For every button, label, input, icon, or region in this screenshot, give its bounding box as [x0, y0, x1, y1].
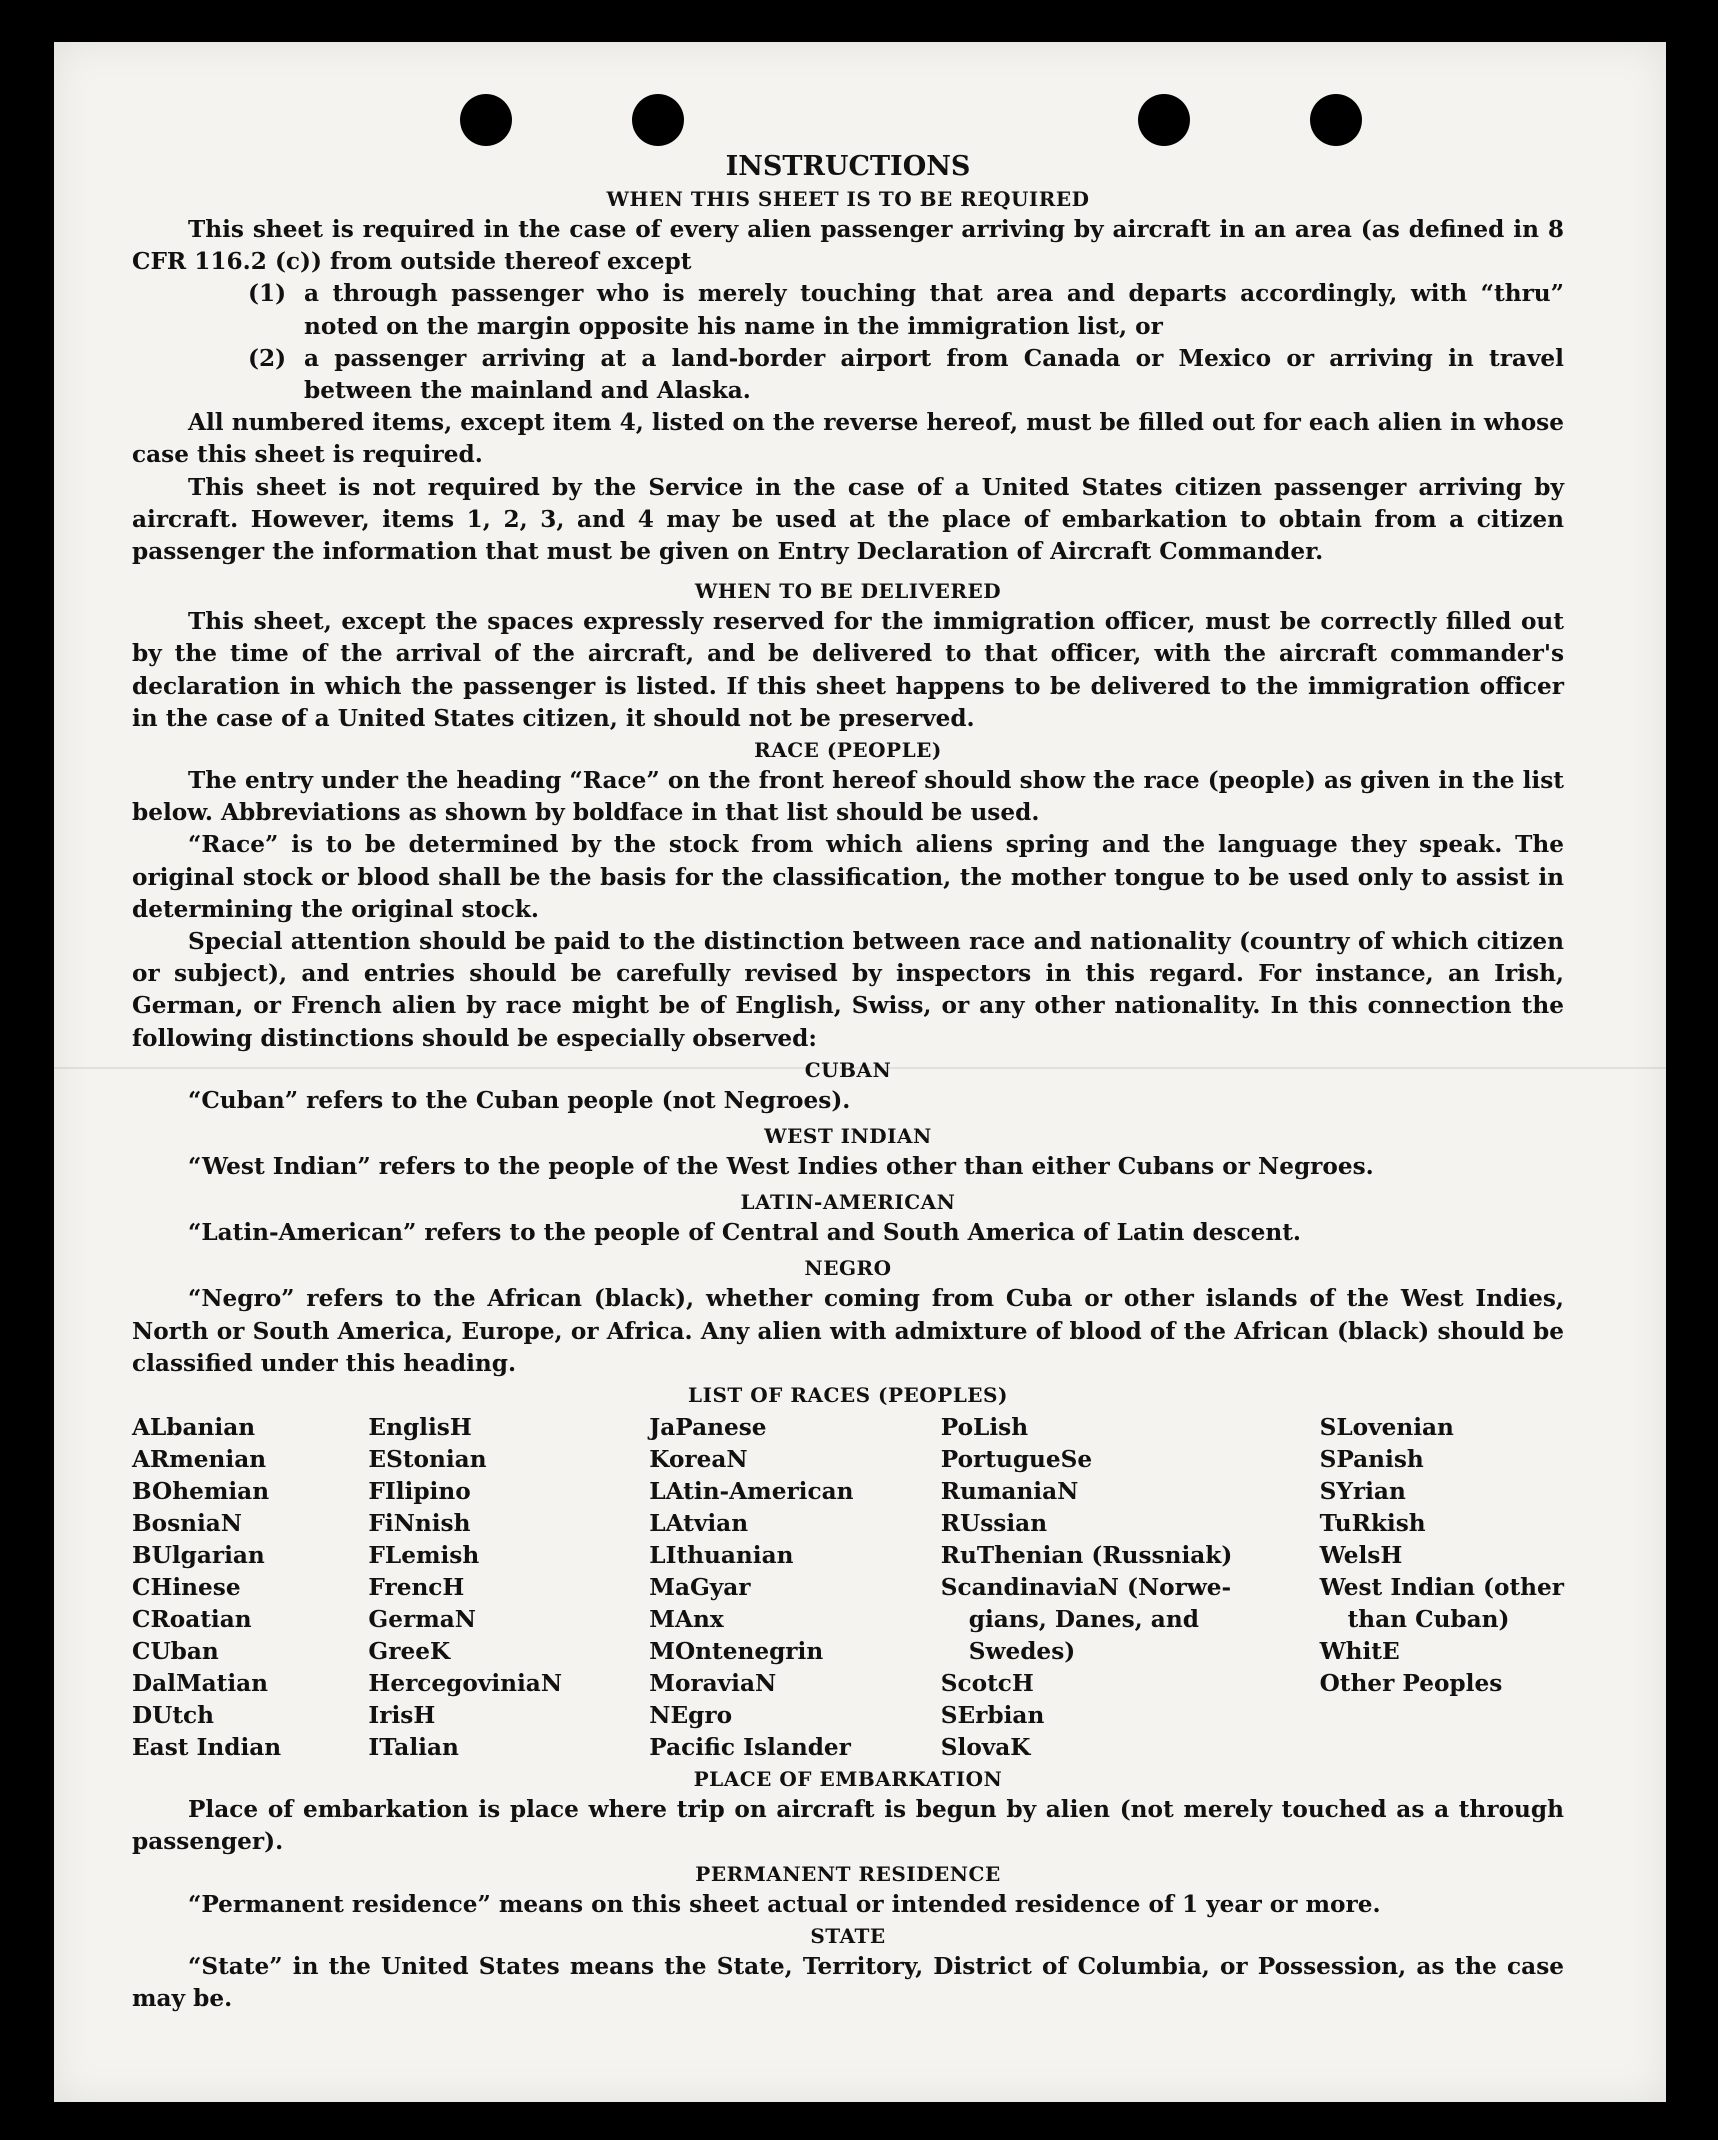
heading-west-indian: WEST INDIAN — [764, 1124, 932, 1149]
race-entry: BUlgarian — [132, 1542, 265, 1570]
negro-text: “Negro” refers to the African (black), whether coming from Cuba or other islands of the West Indies, North or South America, Europe, or Africa. Any alien with admixture of blood of the African (black) should be classified under this heading. — [132, 1285, 1564, 1377]
race-entry: CUban — [132, 1638, 219, 1666]
race-entry: Swedes) — [968, 1638, 1076, 1666]
race-entry: WelsH — [1319, 1542, 1403, 1570]
race-para2: “Race” is to be determined by the stock from which aliens spring and the language they speak. The original stock or blood shall be the basis for the classification, the mother tongue to be used only to assist in determining the original stock. — [132, 831, 1564, 923]
race-entry: MaGyar — [649, 1574, 751, 1602]
page-title: INSTRUCTIONS — [725, 151, 971, 182]
race-entry: ScotcH — [940, 1670, 1034, 1698]
heading-when-delivered: WHEN TO BE DELIVERED — [694, 579, 1002, 604]
race-entry: SlovaK — [940, 1734, 1031, 1762]
race-entry: KoreaN — [649, 1446, 748, 1474]
race-entry: FIlipino — [368, 1478, 471, 1506]
state-text: “State” in the United States means the State, Territory, District of Columbia, or Possession, as the case may be. — [132, 1952, 1564, 2012]
race-entry: LAtvian — [649, 1510, 749, 1538]
race-entry: ARmenian — [132, 1446, 267, 1474]
races-column-5 — [1320, 1412, 1564, 1764]
punch-hole — [1310, 94, 1362, 146]
race-entry: RUssian — [940, 1510, 1048, 1538]
race-entry: East Indian — [132, 1734, 282, 1762]
race-entry: PoLish — [940, 1414, 1029, 1442]
race-entry: MAnx — [649, 1606, 724, 1634]
race-entry: SYrian — [1319, 1478, 1406, 1506]
races-column-4 — [941, 1412, 1233, 1764]
race-entry: SErbian — [940, 1702, 1045, 1730]
race-entry: HercegoviniaN — [368, 1670, 563, 1698]
instructions-text — [132, 150, 1564, 2015]
race-para3: Special attention should be paid to the distinction between race and nationality (country of which citizen or subject), and entries should be carefully revised by inspectors in this regard. For instance, an Irish, German, or French alien by race might be of English, Swiss, or any other nationality. In this connection the following distinctions should be especially observed: — [132, 928, 1564, 1052]
race-para1: The entry under the heading “Race” on the front hereof should show the race (people) as given in the list below. Abbreviations as shown by boldface in that list should be used. — [132, 767, 1564, 827]
heading-state: STATE — [810, 1923, 886, 1948]
exception-number: (2) — [248, 344, 287, 372]
race-entry: than Cuban) — [1347, 1606, 1510, 1634]
exception-text: a through passenger who is merely touching that area and departs accordingly, with “thru” noted on the margin opposite his name in the immigration list, or — [304, 280, 1564, 340]
race-entry: WhitE — [1319, 1638, 1400, 1666]
race-entry: MoraviaN — [649, 1670, 777, 1698]
race-entry: EnglisH — [368, 1414, 472, 1442]
document-page — [54, 42, 1666, 2102]
heading-list-of-races: LIST OF RACES (PEOPLES) — [688, 1383, 1008, 1408]
race-entry: DUtch — [132, 1702, 215, 1730]
races-list — [132, 1412, 1564, 1764]
embarkation-text: Place of embarkation is place where trip on aircraft is begun by alien (not merely touched as a through passenger). — [132, 1796, 1564, 1856]
race-entry: ALbanian — [132, 1414, 256, 1442]
race-entry: LAtin-American — [649, 1478, 854, 1506]
when-required-para3: This sheet is not required by the Service in the case of a United States citizen passenger arriving by aircraft. However, items 1, 2, 3, and 4 may be used at the place of embarkation to obtain from a citizen passenger the information that must be given on Entry Declaration of Aircraft Commander. — [132, 473, 1564, 566]
races-column-2 — [368, 1412, 562, 1764]
race-entry: CHinese — [132, 1574, 241, 1602]
punch-hole — [1138, 94, 1190, 146]
race-entry: BOhemian — [132, 1478, 270, 1506]
heading-latin-american: LATIN-AMERICAN — [740, 1190, 956, 1215]
races-column-1 — [132, 1412, 281, 1764]
race-entry: BosniaN — [132, 1510, 243, 1538]
race-entry: Other Peoples — [1319, 1670, 1503, 1698]
residence-text: “Permanent residence” means on this sheet actual or intended residence of 1 year or more. — [188, 1890, 1381, 1918]
latin-american-text: “Latin-American” refers to the people of Central and South America of Latin descent. — [188, 1219, 1301, 1247]
punch-hole — [460, 94, 512, 146]
heading-when-required: WHEN THIS SHEET IS TO BE REQUIRED — [606, 187, 1090, 211]
exception-text: a passenger arriving at a land-border airport from Canada or Mexico or arriving in travel between the mainland and Alaska. — [304, 344, 1564, 405]
heading-cuban: CUBAN — [804, 1057, 892, 1082]
race-entry: PortugueSe — [940, 1446, 1093, 1474]
when-delivered-text: This sheet, except the spaces expressly reserved for the immigration officer, must be correctly filled out by the time of the arrival of the aircraft, and be delivered to that officer, with the aircraft commander's declaration in which the passenger is listed. If this sheet happens to be delivered to the immigration officer in the case of a United States citizen, it should not be preserved. — [132, 608, 1564, 732]
race-entry: LIthuanian — [649, 1542, 794, 1570]
cuban-text: “Cuban” refers to the Cuban people (not Negroes). — [188, 1086, 851, 1114]
exception-item — [248, 343, 1564, 407]
race-entry: MOntenegrin — [649, 1638, 824, 1666]
race-entry: RuThenian (Russniak) — [940, 1542, 1233, 1570]
race-entry: JaPanese — [649, 1414, 767, 1442]
race-entry: GermaN — [368, 1606, 476, 1634]
race-entry: ScandinaviaN (Norwe- — [940, 1574, 1232, 1602]
race-entry: FiNnish — [368, 1510, 471, 1538]
west-indian-text: “West Indian” refers to the people of the West Indies other than either Cubans or Negroes. — [188, 1153, 1374, 1181]
when-required-para2: All numbered items, except item 4, listed on the reverse hereof, must be filled out for each alien in whose case this sheet is required. — [132, 409, 1564, 469]
race-entry: CRoatian — [132, 1606, 252, 1634]
race-entry: gians, Danes, and — [968, 1606, 1199, 1634]
race-entry: RumaniaN — [940, 1478, 1079, 1506]
race-entry: SPanish — [1319, 1446, 1424, 1474]
race-entry: GreeK — [368, 1638, 451, 1666]
race-entry: IrisH — [368, 1702, 436, 1730]
race-entry: TuRkish — [1319, 1510, 1426, 1538]
race-entry: Pacific Islander — [649, 1734, 851, 1762]
race-entry: FrencH — [368, 1574, 465, 1602]
race-entry: FLemish — [368, 1542, 480, 1570]
race-entry: SLovenian — [1319, 1414, 1454, 1442]
race-entry: EStonian — [368, 1446, 487, 1474]
race-entry: ITalian — [368, 1734, 459, 1762]
race-entry: West Indian (other — [1319, 1574, 1564, 1602]
heading-residence: PERMANENT RESIDENCE — [695, 1861, 1001, 1886]
heading-negro: NEGRO — [804, 1256, 892, 1281]
race-entry: NEgro — [649, 1702, 733, 1730]
heading-embarkation: PLACE OF EMBARKATION — [693, 1767, 1003, 1792]
heading-race: RACE (PEOPLE) — [754, 738, 942, 763]
exception-item — [248, 278, 1564, 342]
race-entry: DalMatian — [132, 1670, 269, 1698]
exception-number: (1) — [248, 280, 287, 308]
races-column-3 — [649, 1412, 853, 1764]
punch-hole — [632, 94, 684, 146]
when-required-intro: This sheet is required in the case of every alien passenger arriving by aircraft in an area (as defined in 8 CFR 116.2 (c)) from outside thereof except — [132, 216, 1564, 276]
